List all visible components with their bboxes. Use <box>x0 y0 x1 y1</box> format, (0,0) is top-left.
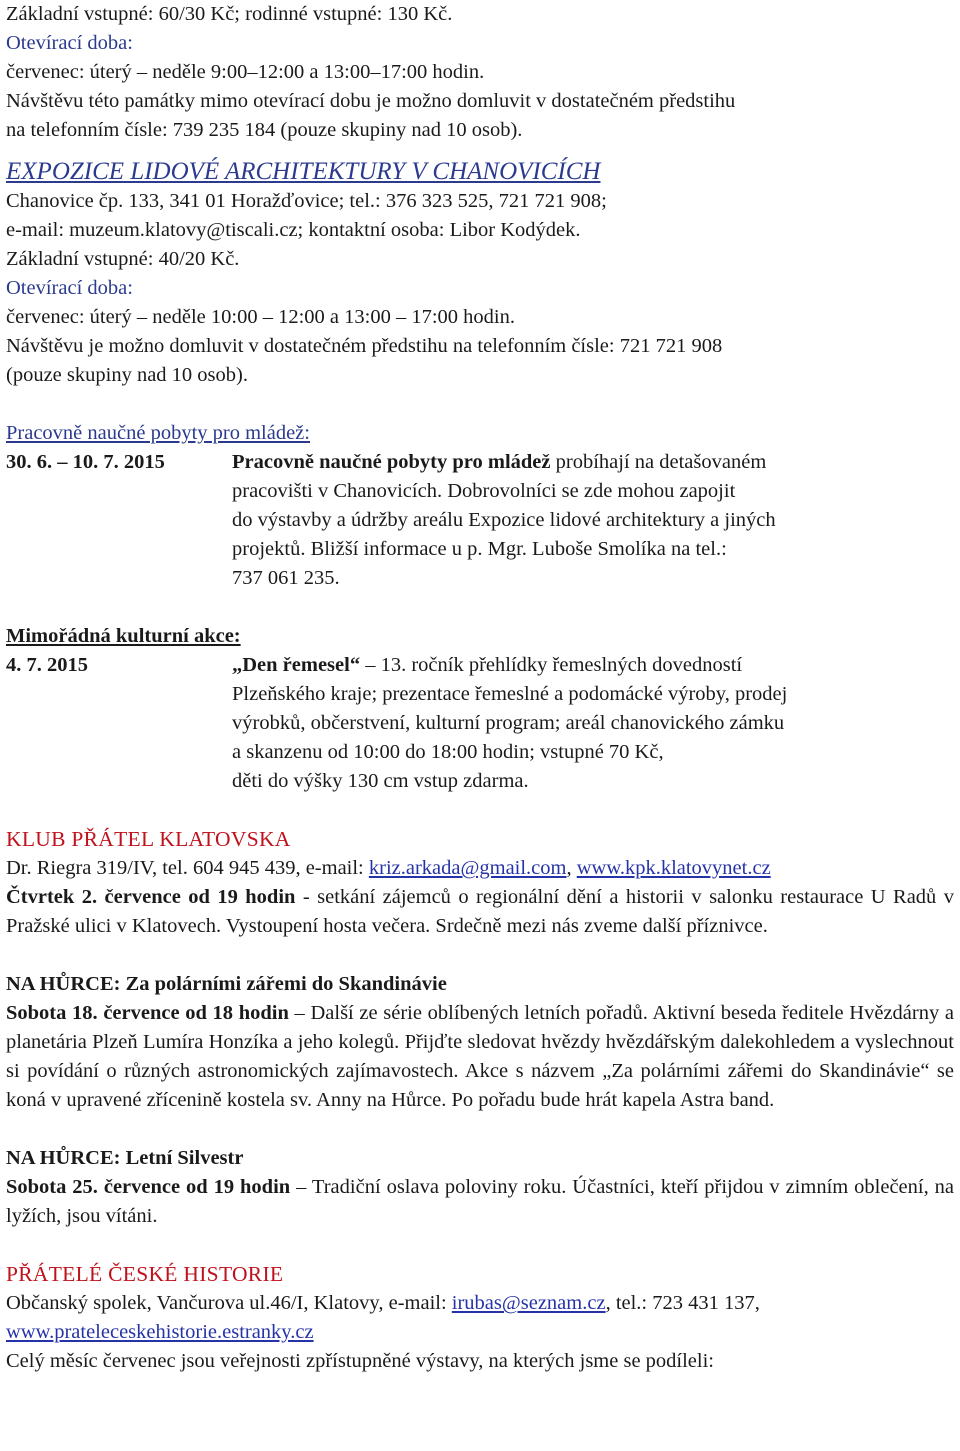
youth-heading: Pracovně naučné pobyty pro mládež: <box>6 422 310 444</box>
expo-address: Chanovice čp. 133, 341 01 Horažďovice; tel.: 376 323 525, 721 721 908; <box>6 190 607 212</box>
klub-address-text: Dr. Riegra 319/IV, tel. 604 945 439, e-mail: <box>6 857 369 879</box>
expo-contact: e-mail: muzeum.klatovy@tiscali.cz; kontaktní osoba: Libor Kodýdek. <box>6 219 581 241</box>
youth-lead: Pracovně naučné pobyty pro mládež <box>232 451 551 473</box>
hurka2-title: NA HŮRCE: Letní Silvestr <box>6 1147 244 1169</box>
special-line-4: a skanzenu od 10:00 do 18:00 hodin; vstupné 70 Kč, <box>232 741 664 763</box>
hurka1-title: NA HŮRCE: Za polárními zářemi do Skandinávie <box>6 973 447 995</box>
youth-entry <box>6 448 954 593</box>
pratele-title: PŘÁTELÉ ČESKÉ HISTORIE <box>6 1262 284 1286</box>
expo-admission: Základní vstupné: 40/20 Kč. <box>6 248 240 270</box>
hurka2-event-text: – Tradiční oslava poloviny roku. Účastníci, kteří přijdou v zimním oblečení, na lyžích, jsou vítáni. <box>6 1176 954 1227</box>
opening-hours-line: červenec: úterý – neděle 9:00–12:00 a 13:00–17:00 hodin. <box>6 61 485 83</box>
pratele-exhibitions-line: Celý měsíc červenec jsou veřejnosti zpřístupněné výstavy, na kterých jsme se podíleli: <box>6 1350 714 1372</box>
visit-info-line: Návštěvu této památky mimo otevírací dobu je možno domluvit v dostatečném předstihu <box>6 90 736 112</box>
special-lead: „Den řemesel“ <box>232 654 361 676</box>
admission-line: Základní vstupné: 60/30 Kč; rodinné vstupné: 130 Kč. <box>6 3 453 25</box>
youth-rest: probíhají na detašovaném <box>550 451 767 473</box>
hurka2-event <box>6 1173 954 1231</box>
klub-email-link[interactable]: kriz.arkada@gmail.com <box>368 857 567 879</box>
expo-title: EXPOZICE LIDOVÉ ARCHITEKTURY V CHANOVICÍCH <box>6 158 601 185</box>
document-page <box>6 0 954 1376</box>
klub-address <box>6 854 954 883</box>
pratele-email-link[interactable]: irubas@seznam.cz <box>451 1292 606 1314</box>
special-rest: – 13. ročník přehlídky řemeslných dovedností <box>360 654 743 676</box>
special-date: 4. 7. 2015 <box>6 654 88 676</box>
expo-opening-hours: červenec: úterý – neděle 10:00 – 12:00 a 13:00 – 17:00 hodin. <box>6 306 515 328</box>
expo-visit-info: Návštěvu je možno domluvit v dostatečném předstihu na telefonním čísle: 721 721 908 <box>6 335 723 357</box>
klub-event-text: - setkání zájemců o regionální dění a historii v salonku restaurace U Radů v Pražské ulici v Klatovech. Vystoupení hosta večera. Srdečně mezi nás zveme další příznivce. <box>6 886 954 937</box>
pratele-web-line <box>6 1318 954 1347</box>
special-line-5: děti do výšky 130 cm vstup zdarma. <box>232 770 529 792</box>
hurka1-event-date: Sobota 18. července od 18 hodin <box>6 1002 289 1024</box>
pratele-address <box>6 1289 954 1318</box>
hurka1-event-text: – Další ze série oblíbených letních pořadů. Aktivní beseda ředitele Hvězdárny a planetária Plzeň Lumíra Honzíka a jeho kolegů. Přijďte sledovat hvězdy hvězdářským dalekohledem a vyslechnout si povídání o různých astronomických zajímavostech. Akce s názvem „Za polárními zářemi do Skandinávie“ se koná v upravené zřícenině kostela sv. Anny na Hůrce. Po pořadu bude hrát kapela Astra band. <box>6 1002 954 1111</box>
hurka1-event <box>6 999 954 1115</box>
klub-title: KLUB PŘÁTEL KLATOVSKA <box>6 827 291 851</box>
youth-line-2: pracovišti v Chanovicích. Dobrovolníci se zde mohou zapojit <box>232 480 736 502</box>
pratele-phone: , tel.: 723 431 137, <box>605 1292 760 1314</box>
visit-phone-line: na telefonním čísle: 739 235 184 (pouze skupiny nad 10 osob). <box>6 119 523 141</box>
youth-line-5: 737 061 235. <box>232 567 340 589</box>
opening-hours-label: Otevírací doba: <box>6 32 133 54</box>
special-heading: Mimořádná kulturní akce: <box>6 625 241 647</box>
expo-opening-label: Otevírací doba: <box>6 277 133 299</box>
special-line-2: Plzeňského kraje; prezentace řemeslné a podomácké výroby, prodej <box>232 683 788 705</box>
youth-date: 30. 6. – 10. 7. 2015 <box>6 451 165 473</box>
pratele-web-link[interactable]: www.prateleceskehistorie.estranky.cz <box>6 1321 314 1343</box>
hurka2-event-date: Sobota 25. července od 19 hodin <box>6 1176 291 1198</box>
special-entry <box>6 651 954 796</box>
klub-web-link[interactable]: www.kpk.klatovynet.cz <box>576 857 771 879</box>
klub-separator: , <box>566 857 577 879</box>
klub-event-date: Čtvrtek 2. července od 19 hodin <box>6 886 296 908</box>
pratele-address-text: Občanský spolek, Vančurova ul.46/I, Klatovy, e-mail: <box>6 1292 452 1314</box>
klub-event <box>6 883 954 941</box>
youth-description <box>232 448 954 593</box>
special-line-3: výrobků, občerstvení, kulturní program; areál chanovického zámku <box>232 712 785 734</box>
expo-visit-note: (pouze skupiny nad 10 osob). <box>6 364 248 386</box>
special-description <box>232 651 954 796</box>
youth-line-4: projektů. Bližší informace u p. Mgr. Luboše Smolíka na tel.: <box>232 538 727 560</box>
youth-line-3: do výstavby a údržby areálu Expozice lidové architektury a jiných <box>232 509 776 531</box>
